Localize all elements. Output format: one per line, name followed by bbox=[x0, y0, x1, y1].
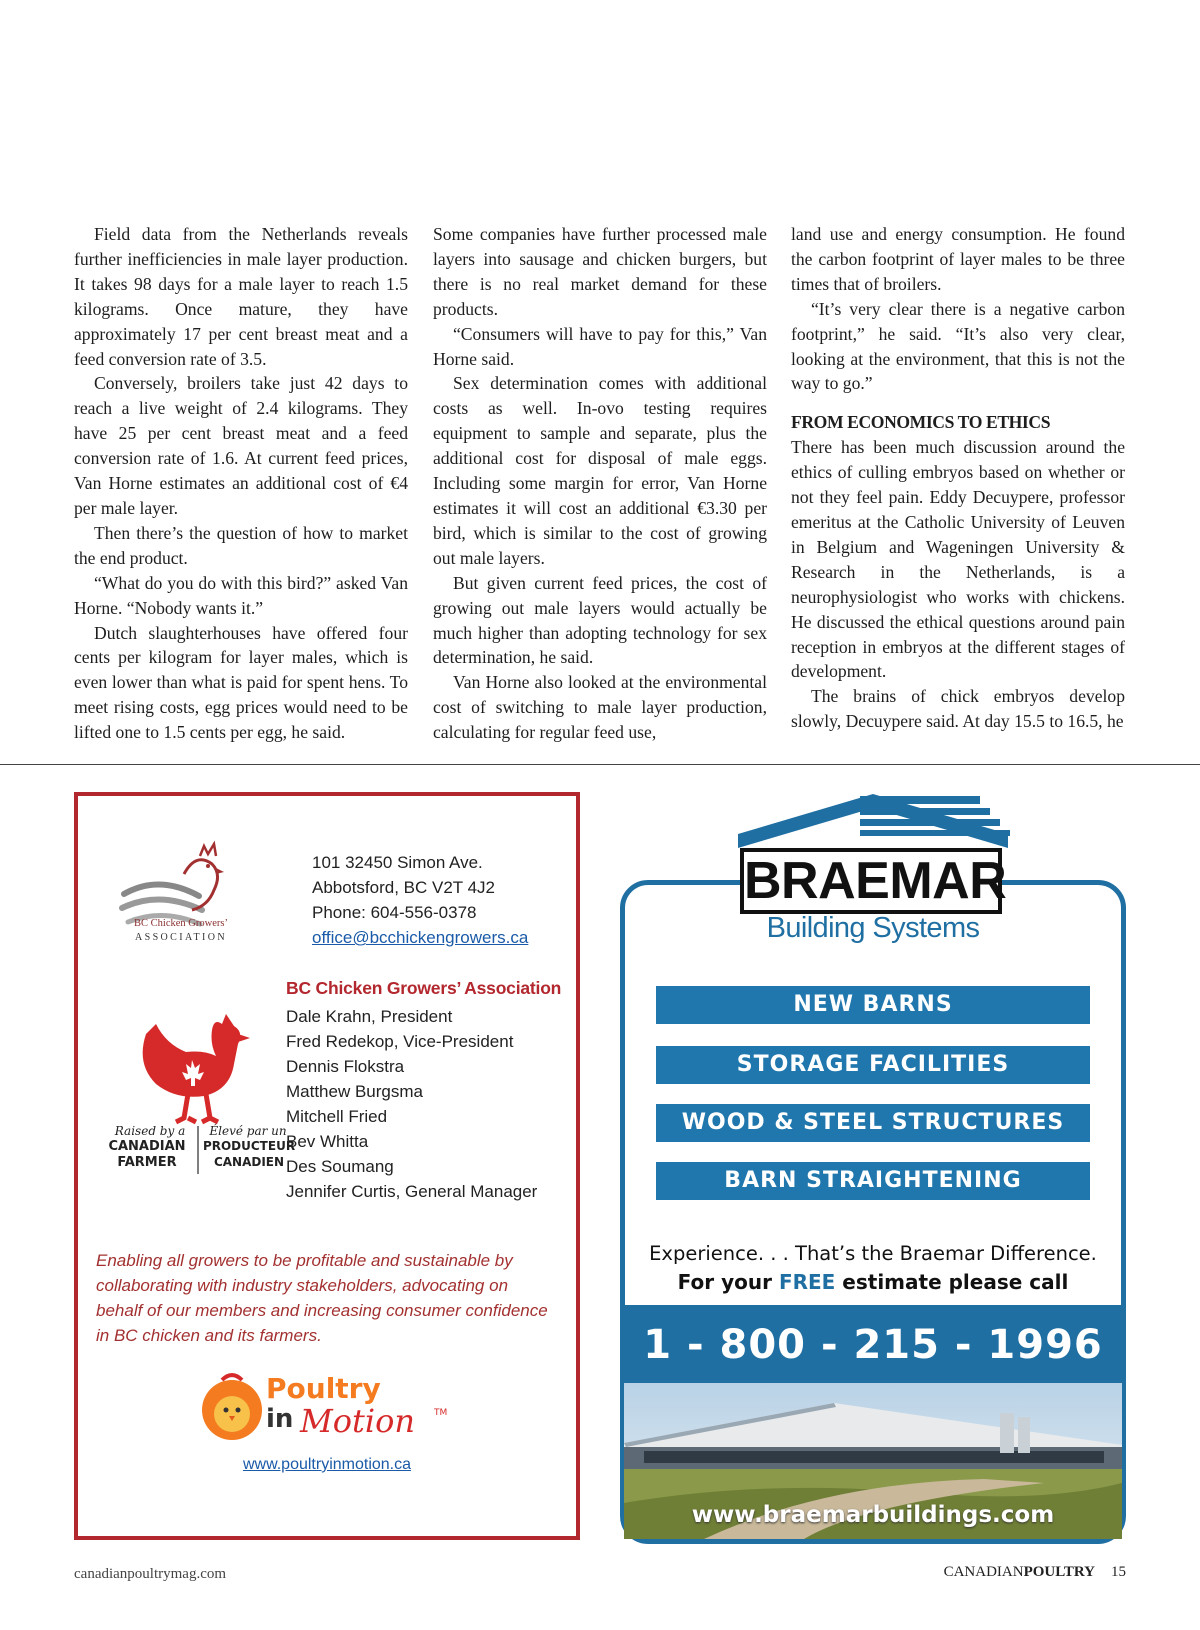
braemar-tagline: Experience. . . That’s the Braemar Difference. bbox=[649, 1242, 1097, 1265]
braemar-website-link[interactable]: www.braemarbuildings.com bbox=[691, 1502, 1055, 1528]
paragraph: But given current feed prices, the cost of growing out male layers would actually be much higher than adopting technology for sex determination, he said. bbox=[433, 572, 767, 668]
braemar-ad bbox=[618, 790, 1128, 1550]
footer-masthead bbox=[944, 1564, 1126, 1581]
article-column-1 bbox=[74, 222, 408, 745]
paragraph: Dutch slaughterhouses have offered four cents per kilogram for layer males, which is even lower than what is paid for spent hens. To meet rising costs, egg prices would need to be lifted one to 1.5 cents per egg, he said. bbox=[74, 622, 408, 743]
footer-mag-bold: POULTRY bbox=[1023, 1564, 1095, 1580]
section-heading: FROM ECONOMICS TO ETHICS bbox=[791, 412, 1051, 433]
article-body bbox=[0, 222, 1200, 742]
bc-chicken-growers-ad bbox=[74, 792, 580, 1540]
pim-trademark: TM bbox=[434, 1408, 448, 1418]
call-post: estimate please call bbox=[835, 1270, 1069, 1294]
member-item: Fred Redekop, Vice-President bbox=[286, 1032, 514, 1051]
raised-by-canadian-farmer-badge bbox=[98, 1122, 298, 1178]
paragraph: “Consumers will have to pay for this,” Van Horne said. bbox=[433, 323, 767, 369]
service-storage-facilities: STORAGE FACILITIES bbox=[656, 1046, 1090, 1084]
braemar-subtitle: Building Systems bbox=[766, 912, 980, 944]
paragraph: Field data from the Netherlands reveals further inefficiencies in male layer production. It takes 98 days for a male layer to reach 1.5 kilograms. Once mature, they have approximately 17 per cent breast meat and a feed conversion rate of 3.5. bbox=[74, 224, 408, 369]
paragraph: Then there’s the question of how to market the end product. bbox=[74, 522, 408, 568]
email-link[interactable]: office@bcchickengrowers.ca bbox=[312, 928, 529, 947]
pim-word-motion: Motion bbox=[300, 1402, 415, 1440]
pim-word-in: in bbox=[266, 1404, 294, 1434]
paragraph: Van Horne also looked at the environmental cost of switching to male layer production, calculating for regular feed use, bbox=[433, 672, 767, 743]
paragraph: Sex determination comes with additional costs as well. In-ovo testing requires equipment to sample and separate, plus the additional cost for disposal of male eggs. Including some margin for error, Van Horne estimates it will cost an additional €3.30 per bird, which is similar to the cost of growing out male layers. bbox=[433, 373, 767, 568]
paragraph: land use and energy consumption. He found the carbon footprint of layer males to be three times that of broilers. bbox=[791, 224, 1125, 294]
article-column-3 bbox=[791, 222, 1125, 734]
braemar-phone[interactable]: 1 - 800 - 215 - 1996 bbox=[643, 1322, 1103, 1368]
paragraph: Some companies have further processed male layers into sausage and chicken burgers, but there is no real market demand for these products. bbox=[433, 224, 767, 319]
paragraph: Conversely, broilers take just 42 days to reach a live weight of 2.4 kilograms. They have 25 per cent breast meat and a feed conversion rate of 1.6. At current feed prices, Van Horne estimates an additional cost of €4 per male layer. bbox=[74, 373, 408, 518]
member-item: Dennis Flokstra bbox=[286, 1057, 405, 1076]
paragraph: “It’s very clear there is a negative carbon footprint,” he said. “It’s also very clear, looking at the environment, that this is not the way to go.” bbox=[791, 298, 1125, 394]
badge-fr-line-2: PRODUCTEUR bbox=[202, 1139, 296, 1153]
badge-en-line-2: CANADIAN bbox=[108, 1139, 186, 1154]
address-line: Abbotsford, BC V2T 4J2 bbox=[312, 878, 496, 897]
phone-line: Phone: 604-556-0378 bbox=[312, 903, 477, 922]
members-list bbox=[286, 1004, 537, 1204]
call-free: FREE bbox=[778, 1270, 836, 1294]
address-line: 101 32450 Simon Ave. bbox=[312, 853, 483, 872]
badge-en-line-1: Raised by a bbox=[114, 1124, 186, 1138]
service-barn-straightening: BARN STRAIGHTENING bbox=[656, 1162, 1090, 1200]
badge-en-line-3: FARMER bbox=[117, 1155, 177, 1170]
bc-logo-line-2: ASSOCIATION bbox=[135, 932, 227, 943]
braemar-wordmark: BRAEMAR bbox=[740, 848, 1002, 914]
member-item: Dale Krahn, President bbox=[286, 1007, 453, 1026]
red-hen-maple-leaf-icon bbox=[126, 1004, 256, 1126]
paragraph: The brains of chick embryos develop slowly, Decuypere said. At day 15.5 to 16.5, he bbox=[791, 686, 1125, 732]
call-to-action bbox=[618, 1270, 1128, 1294]
member-item: Des Soumang bbox=[286, 1157, 394, 1176]
member-item: Matthew Burgsma bbox=[286, 1082, 423, 1101]
mission-statement: Enabling all growers to be profitable and sustainable by collaborating with industry stakeholders, advocating on behalf of our members and increasing consumer confidence in BC chicken and its farmers. bbox=[96, 1251, 548, 1345]
member-item: Mitchell Fried bbox=[286, 1107, 388, 1126]
poultry-in-motion-logo bbox=[196, 1366, 466, 1446]
badge-fr-line-3: CANADIEN bbox=[213, 1155, 285, 1169]
pim-word-poultry: Poultry bbox=[266, 1372, 381, 1405]
service-new-barns: NEW BARNS bbox=[656, 986, 1090, 1024]
member-item: Bev Whitta bbox=[286, 1132, 369, 1151]
footer-magazine-name bbox=[944, 1564, 1095, 1580]
footer-mag-pre: CANADIAN bbox=[943, 1564, 1024, 1580]
member-item: Jennifer Curtis, General Manager bbox=[286, 1182, 538, 1201]
org-name: BC Chicken Growers’ Association bbox=[286, 978, 562, 998]
call-pre: For your bbox=[677, 1270, 779, 1294]
divider bbox=[0, 764, 1200, 765]
page-number: 15 bbox=[1111, 1564, 1126, 1580]
bc-logo-line-1: BC Chicken Growers’ bbox=[134, 918, 228, 929]
bc-logo-wordmark bbox=[96, 918, 266, 943]
poultry-in-motion-link[interactable]: www.poultryinmotion.ca bbox=[242, 1456, 412, 1473]
badge-fr-line-1: Élevé par un bbox=[209, 1124, 287, 1138]
paragraph: There has been much discussion around the ethics of culling embryos based on whether or not they feel pain. Eddy Decuypere, professor emeritus at the Catholic University of Leuven in Belgium and Wageningen University & Research in the Netherlands, is a neurophysiologist who works with chickens. He discussed the ethical questions around pain reception in embryos at the different stages of development. bbox=[791, 437, 1125, 682]
paragraph: “What do you do with this bird?” asked Van Horne. “Nobody wants it.” bbox=[74, 572, 408, 618]
contact-block bbox=[312, 850, 528, 950]
service-wood-steel-structures: WOOD & STEEL STRUCTURES bbox=[656, 1104, 1090, 1142]
article-column-2 bbox=[433, 222, 767, 745]
footer-site[interactable]: canadianpoultrymag.com bbox=[74, 1566, 227, 1582]
